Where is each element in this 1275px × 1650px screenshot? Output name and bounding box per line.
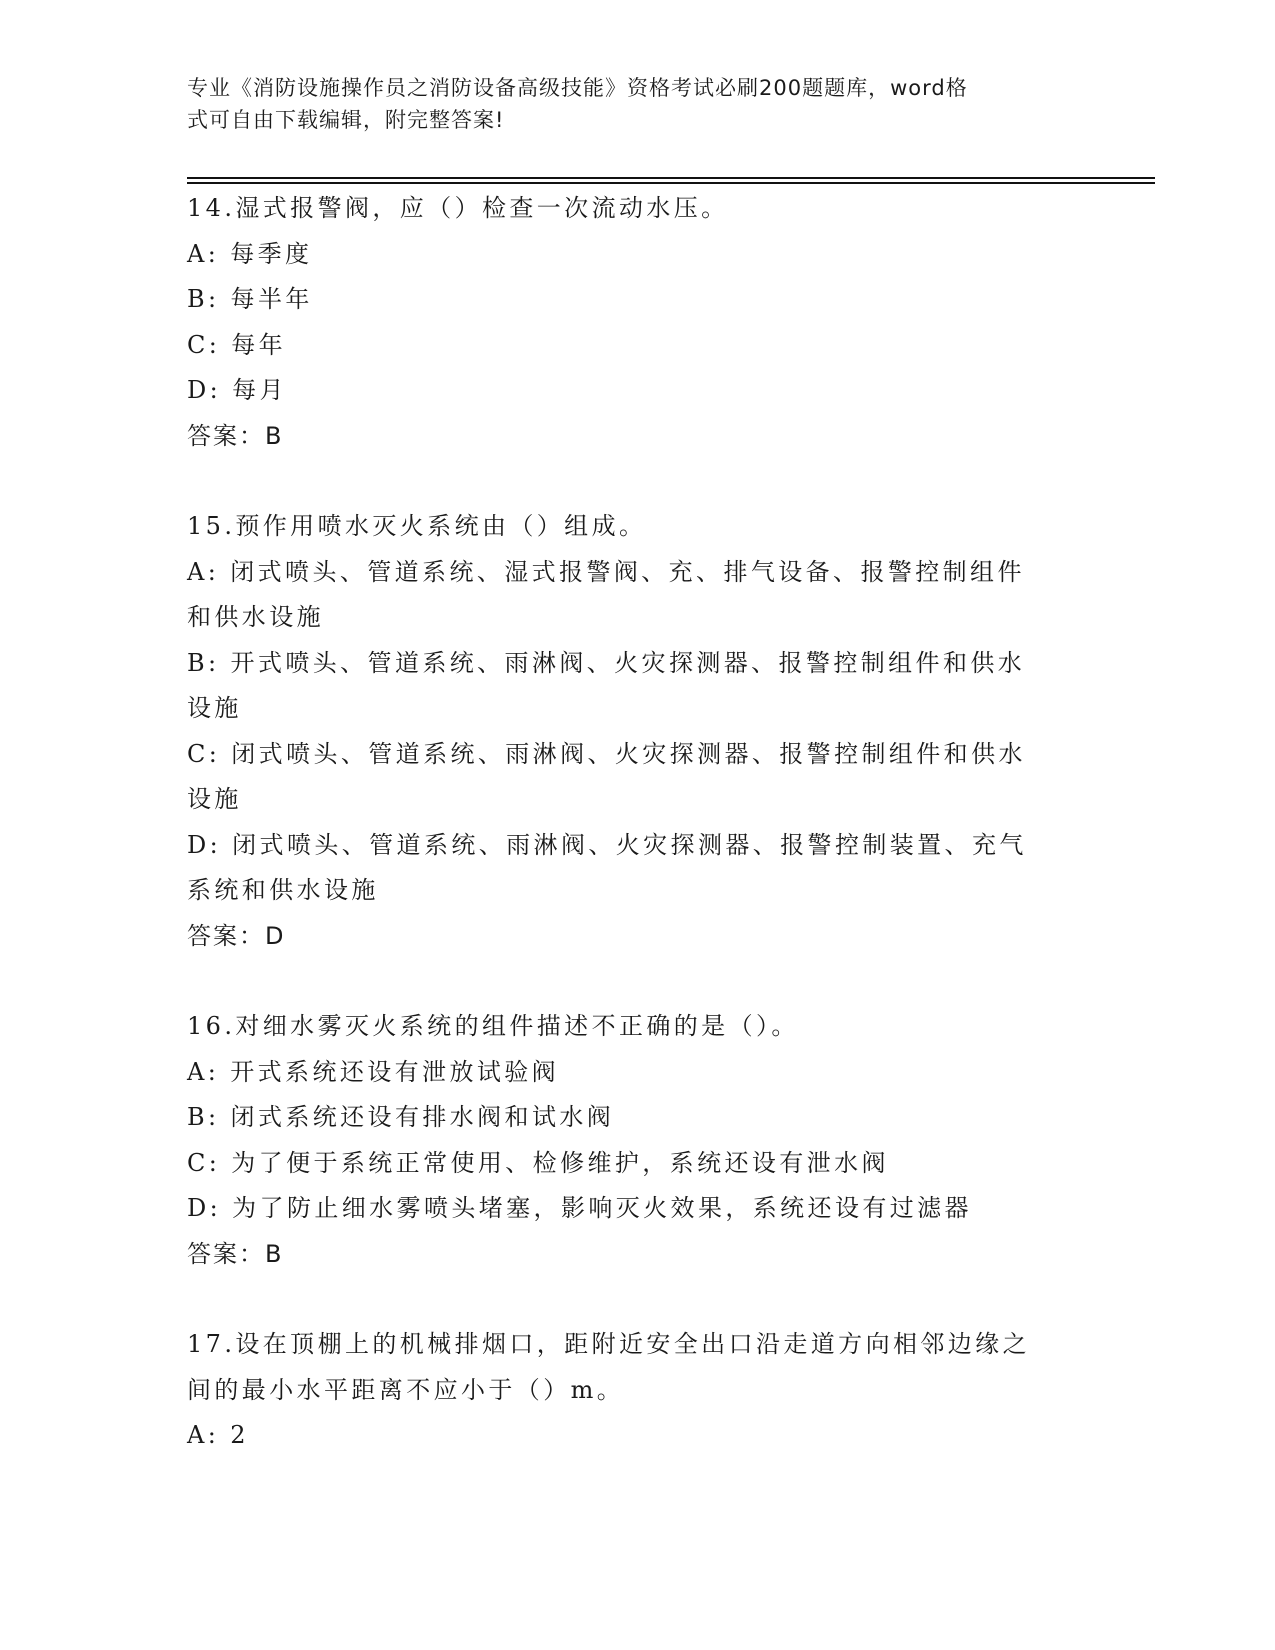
option-d: D: 闭式喷头、管道系统、雨淋阀、火灾探测器、报警控制装置、充气 bbox=[187, 830, 1027, 859]
option-c: C: 每年 bbox=[187, 330, 287, 359]
option-d-continued: 系统和供水设施 bbox=[187, 876, 379, 904]
option-a: A: 2 bbox=[187, 1421, 249, 1449]
question-list bbox=[187, 186, 1087, 1459]
header-divider-bottom bbox=[187, 182, 1155, 184]
question-text-continued: 间的最小水平距离不应小于（）m。 bbox=[187, 1375, 625, 1404]
option-a: A: 闭式喷头、管道系统、湿式报警阀、充、排气设备、报警控制组件 bbox=[187, 557, 1025, 586]
answer-line: 答案：B bbox=[187, 1239, 284, 1268]
option-b-continued: 设施 bbox=[187, 694, 242, 722]
option-d: D: 每月 bbox=[187, 376, 287, 404]
option-a: A: 开式系统还设有泄放试验阀 bbox=[187, 1057, 560, 1086]
header-line-1: 专业《消防设施操作员之消防设备高级技能》资格考试必刷200题题库，word格 bbox=[187, 76, 968, 100]
question-text: 15.预作用喷水灭火系统由（）组成。 bbox=[187, 512, 647, 540]
answer-line: 答案：D bbox=[187, 921, 286, 950]
question-text: 17.设在顶棚上的机械排烟口，距附近安全出口沿走道方向相邻边缘之 bbox=[187, 1330, 1030, 1358]
option-b: B: 开式喷头、管道系统、雨淋阀、火灾探测器、报警控制组件和供水 bbox=[187, 648, 1026, 677]
option-b: B: 每半年 bbox=[187, 285, 313, 313]
question-block bbox=[187, 504, 1087, 959]
option-d: D: 为了防止细水雾喷头堵塞，影响灭火效果，系统还设有过滤器 bbox=[187, 1194, 972, 1222]
header-divider-top bbox=[187, 177, 1155, 179]
question-block bbox=[187, 1322, 1087, 1459]
option-c-continued: 设施 bbox=[187, 785, 242, 813]
question-text: 14.湿式报警阀，应（）检查一次流动水压。 bbox=[187, 194, 729, 222]
header-line-2: 式可自由下载编辑，附完整答案! bbox=[187, 108, 505, 132]
option-a-continued: 和供水设施 bbox=[187, 603, 324, 631]
option-c: C: 闭式喷头、管道系统、雨淋阀、火灾探测器、报警控制组件和供水 bbox=[187, 739, 1026, 768]
option-a: A: 每季度 bbox=[187, 239, 313, 268]
question-text: 16.对细水雾灭火系统的组件描述不正确的是（）。 bbox=[187, 1012, 799, 1040]
answer-line: 答案：B bbox=[187, 421, 284, 450]
option-b: B: 闭式系统还设有排水阀和试水阀 bbox=[187, 1103, 615, 1131]
document-header bbox=[187, 72, 1067, 136]
question-block bbox=[187, 1004, 1087, 1277]
option-c: C: 为了便于系统正常使用、检修维护，系统还设有泄水阀 bbox=[187, 1148, 889, 1177]
question-block bbox=[187, 186, 1087, 459]
